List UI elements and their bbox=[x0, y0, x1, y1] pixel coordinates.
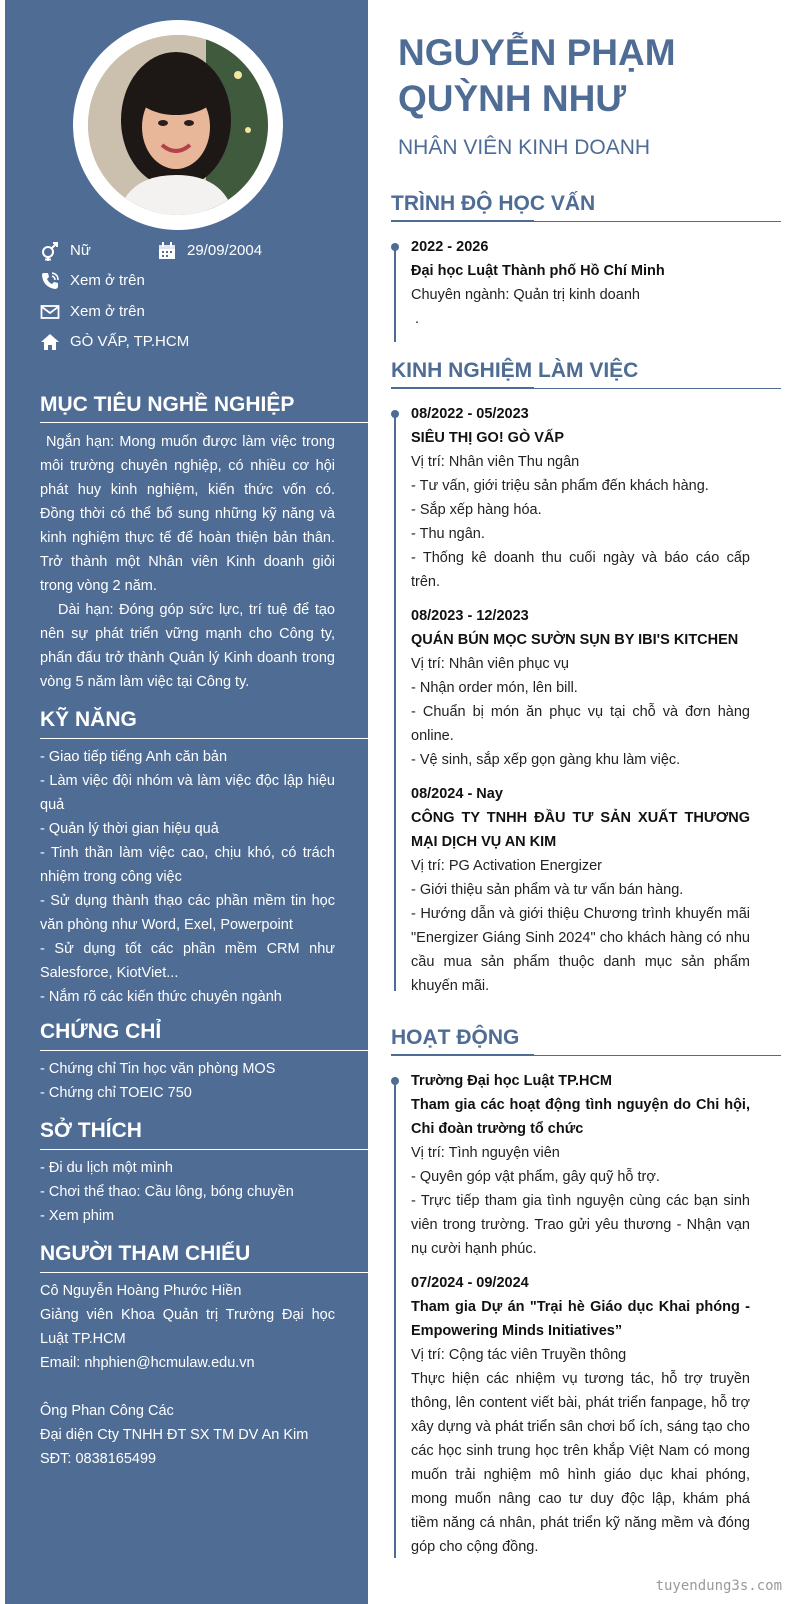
certificate-item: - Chứng chỉ TOEIC 750 bbox=[40, 1085, 192, 1101]
hobby-item: - Xem phim bbox=[40, 1208, 115, 1224]
job-duty: - Thu ngân. bbox=[411, 526, 485, 542]
experience-timeline bbox=[394, 411, 396, 991]
certificates-divider bbox=[40, 1050, 368, 1051]
reference-2-name: Ông Phan Công Các bbox=[40, 1403, 174, 1419]
job-company: SIÊU THỊ GO! GÒ VẤP bbox=[411, 430, 565, 446]
skill-item: - Giao tiếp tiếng Anh căn bản bbox=[40, 749, 228, 765]
activity-entry bbox=[411, 1069, 750, 1261]
job-position: Vị trí: PG Activation Energizer bbox=[411, 858, 602, 874]
skill-item: - Tinh thần làm việc cao, chịu khó, có trách nhiệm trong công việc bbox=[40, 845, 335, 885]
hobbies-list bbox=[40, 1156, 335, 1228]
job-entry bbox=[411, 782, 750, 998]
timeline-dot bbox=[391, 410, 399, 418]
hobby-item: - Đi du lịch một mình bbox=[40, 1160, 173, 1176]
skills-list bbox=[40, 745, 335, 1009]
reference-1-email: Email: nhphien@hcmulaw.edu.vn bbox=[40, 1355, 255, 1371]
experience-divider-accent bbox=[391, 387, 534, 389]
email-value: Xem ở trên bbox=[70, 303, 145, 320]
job-position: Vị trí: Nhân viên Thu ngân bbox=[411, 454, 580, 470]
hobby-item: - Chơi thể thao: Cầu lông, bóng chuyền bbox=[40, 1184, 294, 1200]
reference-1-name: Cô Nguyễn Hoàng Phước Hiền bbox=[40, 1283, 242, 1299]
job-title: NHÂN VIÊN KINH DOANH bbox=[398, 136, 651, 159]
education-school: Đại học Luật Thành phố Hồ Chí Minh bbox=[411, 263, 665, 279]
birthdate-value: 29/09/2004 bbox=[187, 242, 263, 259]
skill-item: - Làm việc đội nhóm và làm việc độc lập hiệu quả bbox=[40, 773, 335, 813]
reference-spacer bbox=[40, 1375, 335, 1399]
job-period: 08/2022 - 05/2023 bbox=[411, 406, 529, 422]
references-title: NGƯỜI THAM CHIẾU bbox=[40, 1242, 251, 1265]
job-duty: - Thống kê doanh thu cuối ngày và báo cáo cấp trên. bbox=[411, 550, 750, 590]
job-company: CÔNG TY TNHH ĐẦU TƯ SẢN XUẤT THƯƠNG MẠI DỊCH VỤ AN KIM bbox=[411, 810, 750, 850]
certificates-list bbox=[40, 1057, 335, 1105]
gender-value: Nữ bbox=[70, 242, 91, 259]
experience-title: KINH NGHIỆM LÀM VIỆC bbox=[391, 359, 639, 382]
activities-timeline bbox=[394, 1078, 396, 1558]
education-timeline bbox=[394, 244, 396, 342]
education-period: 2022 - 2026 bbox=[411, 239, 489, 255]
activity-position: Vị trí: Tình nguyện viên bbox=[411, 1145, 560, 1161]
activity-detail: - Quyên góp vật phẩm, gây quỹ hỗ trợ. bbox=[411, 1169, 660, 1185]
objective-section bbox=[40, 430, 335, 694]
reference-2-role: Đại diện Cty TNHH ĐT SX TM DV An Kim bbox=[40, 1427, 309, 1443]
references-divider bbox=[40, 1272, 368, 1273]
certificate-item: - Chứng chỉ Tin học văn phòng MOS bbox=[40, 1061, 276, 1077]
job-duty: - Sắp xếp hàng hóa. bbox=[411, 502, 542, 518]
activities-divider-accent bbox=[391, 1054, 534, 1056]
experience-list bbox=[411, 402, 750, 998]
education-divider-accent bbox=[391, 220, 534, 222]
address-value: GÒ VẤP, TP.HCM bbox=[70, 333, 190, 350]
job-period: 08/2023 - 12/2023 bbox=[411, 608, 529, 624]
activity-period: 07/2024 - 09/2024 bbox=[411, 1275, 529, 1291]
avatar bbox=[88, 35, 268, 215]
hobbies-divider bbox=[40, 1149, 368, 1150]
activity-name: Tham gia các hoạt động tình nguyện do Chi hội, Chi đoàn trường tổ chức bbox=[411, 1097, 750, 1137]
gender-icon bbox=[40, 241, 60, 261]
job-duty: - Nhận order món, lên bill. bbox=[411, 680, 578, 696]
activity-detail: - Trực tiếp tham gia tình nguyện cùng các bạn sinh viên trong trường. Trao gửi yêu thương - Nhận vạn nụ cười hạnh phúc. bbox=[411, 1193, 750, 1257]
job-duty: - Tư vấn, giới triệu sản phẩm đến khách hàng. bbox=[411, 478, 709, 494]
skill-item: - Quản lý thời gian hiệu quả bbox=[40, 821, 219, 837]
timeline-dot bbox=[391, 243, 399, 251]
objective-divider bbox=[40, 422, 368, 423]
job-entry bbox=[411, 604, 750, 772]
job-period: 08/2024 - Nay bbox=[411, 786, 503, 802]
skill-item: - Sử dụng thành thạo các phần mềm tin học văn phòng như Word, Exel, Powerpoint bbox=[40, 893, 335, 933]
mail-icon bbox=[40, 302, 60, 322]
activity-entry bbox=[411, 1271, 750, 1559]
home-icon bbox=[40, 332, 60, 352]
job-duty: - Vệ sinh, sắp xếp gọn gàng khu làm việc. bbox=[411, 752, 681, 768]
activity-name: Tham gia Dự án "Trại hè Giáo dục Khai phóng - Empowering Minds Initiatives” bbox=[411, 1299, 750, 1339]
timeline-dot bbox=[391, 1077, 399, 1085]
education-note: . bbox=[415, 311, 420, 327]
calendar-icon bbox=[157, 241, 177, 261]
job-entry bbox=[411, 402, 750, 594]
job-duty: - Chuẩn bị món ăn phục vụ tại chỗ và đơn hàng online. bbox=[411, 704, 750, 744]
education-major: Chuyên ngành: Quản trị kinh doanh bbox=[411, 287, 640, 303]
job-duty: - Hướng dẫn và giới thiệu Chương trình khuyến mãi "Energizer Giáng Sinh 2024" cho khách hàng có nhu cầu mua sản phẩm thuộc danh mục sản phẩm khuyến mãi. bbox=[411, 906, 750, 994]
certificates-title: CHỨNG CHỈ bbox=[40, 1020, 162, 1043]
objective-title: MỤC TIÊU NGHỀ NGHIỆP bbox=[40, 393, 295, 416]
references-list bbox=[40, 1279, 335, 1471]
activity-detail: Thực hiện các nhiệm vụ tương tác, hỗ trợ truyền thông, lên content viết bài, phát triển fanpage, hỗ trợ xây dựng và phát triển sân chơi bổ ích, sáng tạo cho các học sinh trung học trên khắp Việt Nam có mong muốn trải nghiệm mô hình giáo dục khai phóng, mong muốn nâng cao tư duy độc lập, khám phá tiềm năng cá nhân, phát triển kỹ năng mềm và đóng góp cho cộng đồng. bbox=[411, 1371, 750, 1555]
reference-1-role: Giảng viên Khoa Quản trị Trường Đại học Luật TP.HCM bbox=[40, 1307, 335, 1347]
objective-long-term: Dài hạn: Đóng góp sức lực, trí tuệ để tạo nên sự phát triển vững mạnh cho Công ty, phấn đấu trở thành Quản lý Kinh doanh trong vòng 5 năm làm việc tại Công ty. bbox=[40, 602, 335, 690]
hobbies-title: SỞ THÍCH bbox=[40, 1119, 142, 1142]
skills-divider bbox=[40, 738, 368, 739]
activities-list bbox=[411, 1069, 750, 1559]
skills-title: KỸ NĂNG bbox=[40, 708, 137, 731]
activities-title: HOẠT ĐỘNG bbox=[391, 1026, 520, 1049]
avatar-frame bbox=[73, 20, 283, 230]
skill-item: - Sử dụng tốt các phần mềm CRM như Salesforce, KiotViet... bbox=[40, 941, 335, 981]
candidate-name: NGUYỄN PHẠM QUỲNH NHƯ bbox=[398, 32, 676, 119]
job-duty: - Giới thiệu sản phẩm và tư vấn bán hàng. bbox=[411, 882, 684, 898]
phone-icon bbox=[40, 271, 60, 291]
skill-item: - Nắm rõ các kiến thức chuyên ngành bbox=[40, 989, 282, 1005]
job-company: QUÁN BÚN MỌC SƯỜN SỤN BY IBI'S KITCHEN bbox=[411, 632, 739, 648]
objective-short-term: Ngắn hạn: Mong muốn được làm việc trong môi trường chuyên nghiệp, có nhiều cơ hội phát huy kinh nghiệm, kiến thức vốn có. Đồng thời có thể bổ sung những kỹ năng và kinh nghiệm thực tế để hoàn thiện bản thân. Trở thành một Nhân viên Kinh doanh giỏi trong vòng 2 năm. bbox=[40, 434, 335, 594]
education-title: TRÌNH ĐỘ HỌC VẤN bbox=[391, 192, 596, 215]
reference-2-phone: SĐT: 0838165499 bbox=[40, 1451, 157, 1467]
education-entry bbox=[411, 235, 750, 331]
activity-position: Vị trí: Cộng tác viên Truyền thông bbox=[411, 1347, 627, 1363]
phone-value: Xem ở trên bbox=[70, 272, 145, 289]
activity-org: Trường Đại học Luật TP.HCM bbox=[411, 1073, 612, 1089]
job-position: Vị trí: Nhân viên phục vụ bbox=[411, 656, 569, 672]
watermark: tuyendung3s.com bbox=[655, 1578, 782, 1594]
